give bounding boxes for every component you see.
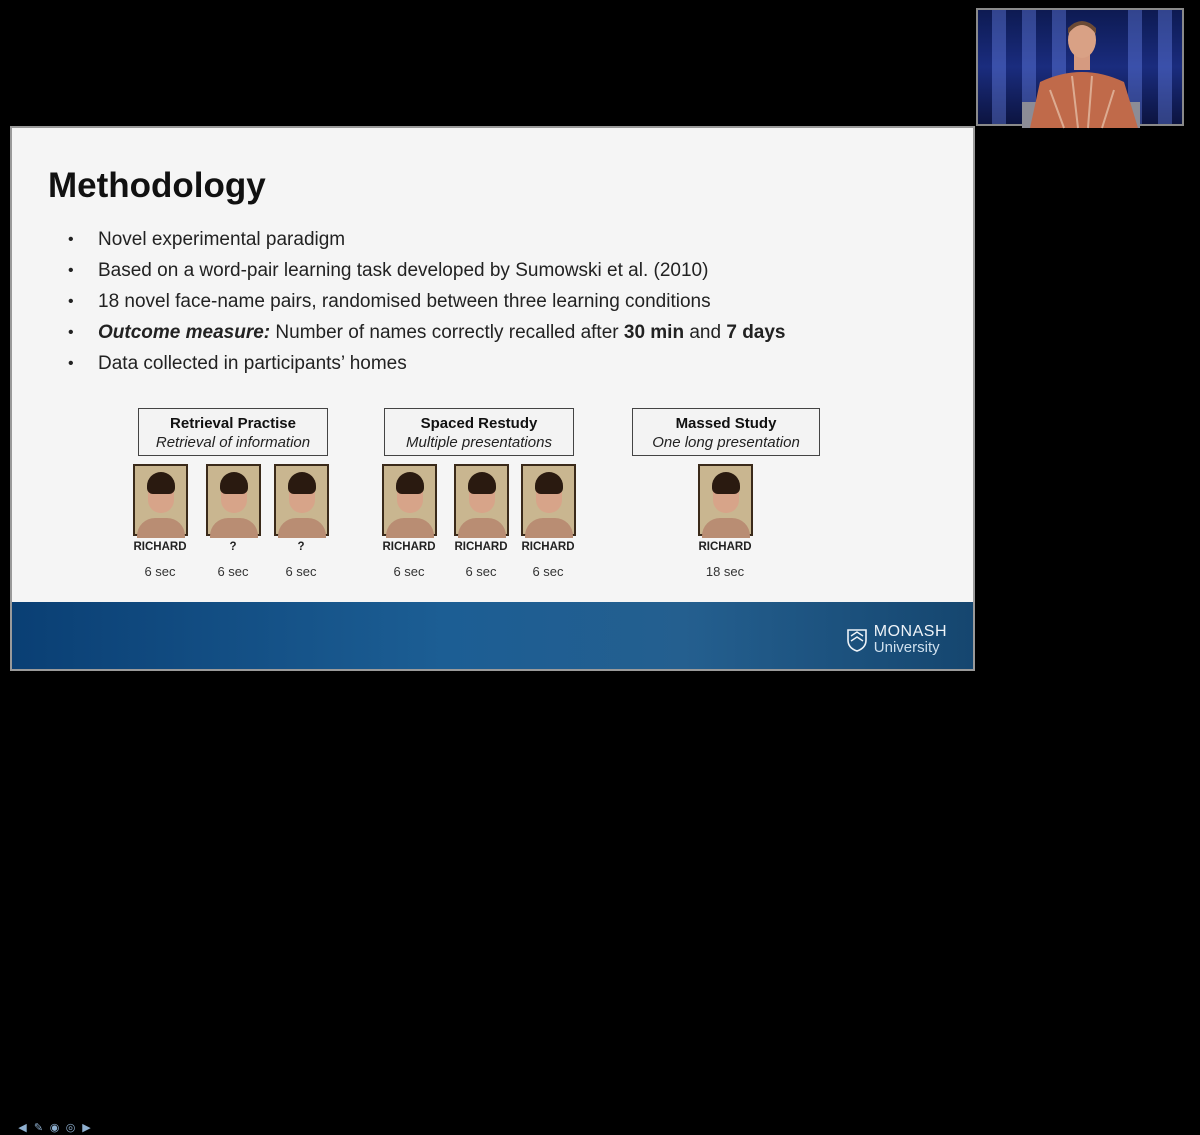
bullet-dot-icon: •	[68, 355, 74, 372]
slide-footer-banner	[12, 602, 973, 1134]
duration-label: 6 sec	[217, 564, 249, 579]
outcome-measure-label: Outcome measure:	[98, 322, 271, 343]
face-name-label: RICHARD	[133, 541, 187, 553]
duration-label: 6 sec	[465, 564, 497, 579]
bullet-text: 18 novel face-name pairs, randomised between three learning conditions	[98, 291, 711, 312]
bullet-text: Number of names correctly recalled after	[270, 322, 624, 343]
bullet-item	[68, 348, 786, 379]
bullet-item	[68, 255, 786, 286]
speaker-video	[976, 8, 1184, 126]
face-name-label: RICHARD	[382, 541, 436, 553]
bullet-item	[68, 224, 786, 255]
speaker-figure	[978, 10, 1186, 128]
logo-line1: MONASH	[873, 623, 947, 640]
bullet-list	[68, 224, 786, 379]
slide-nav-toolbar	[16, 1122, 93, 1135]
prev-icon[interactable]: ◀	[18, 1122, 27, 1134]
settings-icon[interactable]: ◎	[65, 1122, 76, 1134]
condition-box-massed	[632, 408, 820, 456]
bullet-item	[68, 286, 786, 317]
bullet-bold-30min: 30 min	[623, 322, 685, 343]
logo-line2: University	[873, 639, 940, 656]
face-name-label: RICHARD	[521, 541, 575, 553]
monash-logo	[846, 624, 947, 656]
bullet-text: Data collected in participants’ homes	[98, 353, 407, 374]
condition-subtitle: Retrieval of information	[155, 434, 311, 451]
duration-label: 6 sec	[532, 564, 564, 579]
condition-subtitle: One long presentation	[652, 434, 800, 451]
bullet-dot-icon: •	[68, 293, 74, 310]
bullet-dot-icon: •	[68, 324, 74, 341]
pen-icon[interactable]: ✎	[33, 1122, 44, 1134]
face-name-label: RICHARD	[698, 541, 752, 553]
condition-box-retrieval	[138, 408, 328, 456]
condition-title: Spaced Restudy	[420, 415, 538, 432]
face-photo	[521, 464, 576, 536]
duration-label: 6 sec	[393, 564, 425, 579]
condition-title: Massed Study	[675, 415, 777, 432]
face-photo	[698, 464, 753, 536]
duration-label: 6 sec	[144, 564, 176, 579]
condition-title: Retrieval Practise	[170, 415, 296, 432]
face-name-label: ?	[229, 541, 237, 553]
duration-label: 6 sec	[285, 564, 317, 579]
face-photo	[454, 464, 509, 536]
bullet-text: Novel experimental paradigm	[98, 229, 346, 250]
bullet-dot-icon: •	[68, 262, 74, 279]
bullet-bold-7days: 7 days	[726, 322, 786, 343]
face-photo	[133, 464, 188, 536]
bullet-text: Based on a word-pair learning task developed by Sumowski et al. (2010)	[98, 260, 709, 281]
bullet-item	[68, 317, 786, 348]
face-photo	[382, 464, 437, 536]
monash-crest-icon	[846, 628, 868, 652]
next-icon[interactable]: ▶	[82, 1122, 91, 1134]
duration-label: 18 sec	[705, 564, 745, 579]
bullet-text: and	[684, 322, 727, 343]
face-photo	[206, 464, 261, 536]
face-name-label: RICHARD	[454, 541, 508, 553]
face-name-label: ?	[297, 541, 305, 553]
condition-box-spaced	[384, 408, 574, 456]
menu-icon[interactable]: ◉	[49, 1122, 60, 1134]
condition-subtitle: Multiple presentations	[406, 434, 552, 451]
slide-title: Methodology	[48, 166, 266, 205]
bullet-dot-icon: •	[68, 231, 74, 248]
presentation-slide	[10, 126, 975, 1134]
face-photo	[274, 464, 329, 536]
